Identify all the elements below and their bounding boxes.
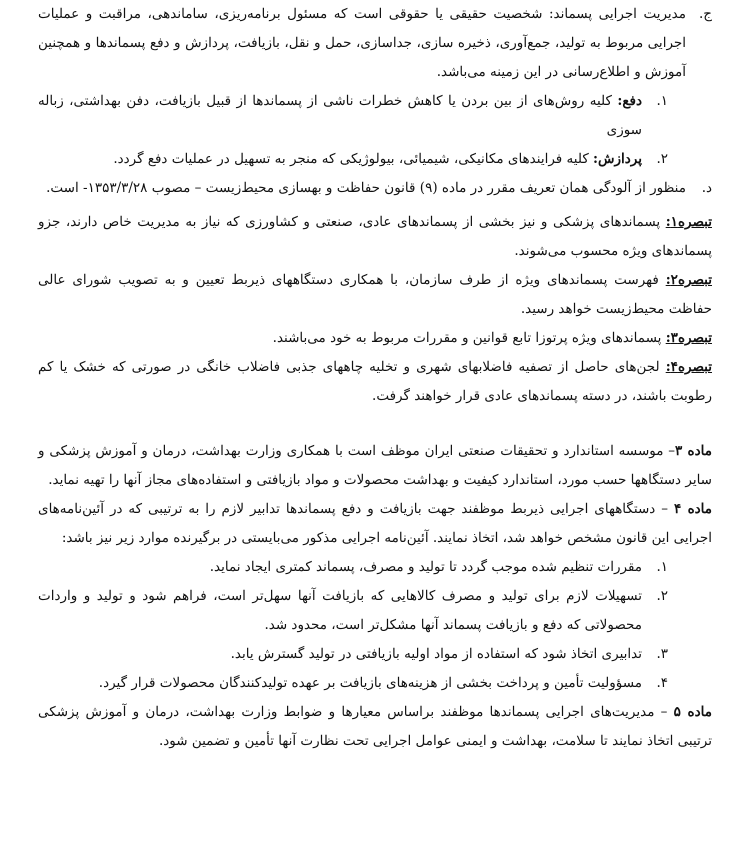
note-text: فهرست پسماندهای ویژه از طرف سازمان، با همکاری دستگاههای ذیربط تعیین و به تصویب شورای عالی حفاظت محیط‌زیست خواهد رسید. xyxy=(38,272,712,317)
note-3 xyxy=(38,324,712,353)
article-4-item-1 xyxy=(38,553,712,582)
clause-term: دفع: xyxy=(617,93,642,109)
article-4-item-3 xyxy=(38,640,712,669)
list-marker: ۳. xyxy=(656,646,668,662)
note-label: تبصره۳: xyxy=(665,330,712,346)
clause-j-1 xyxy=(38,87,712,145)
article-4-item-4 xyxy=(38,669,712,698)
note-label: تبصره۲: xyxy=(665,272,712,288)
clause-term: مدیریت اجرایی پسماند: xyxy=(548,6,686,22)
article-4 xyxy=(38,495,712,553)
note-label: تبصره۱: xyxy=(665,214,712,230)
article-text: – مدیریت‌های اجرایی پسماندها موظفند براساس معیارها و ضوابط وزارت بهداشت، درمان و آموزش پزشکی ترتیبی اتخاذ نمایند تا سلامت، بهداشت و ایمنی عوامل اجرایی تحت نظارت آنها تأمین و تضمین شود. xyxy=(38,704,712,749)
note-text: لجن‌های حاصل از تصفیه فاضلابهای شهری و تخلیه چاههای جذبی فاضلاب خانگی در صورتی که خشک یا کم رطوبت باشند، در دسته پسماندهای عادی قرار خواهند گرفت. xyxy=(38,359,712,404)
clause-marker: د. xyxy=(701,180,712,196)
note-2 xyxy=(38,266,712,324)
list-marker: ۴. xyxy=(656,675,668,691)
note-label: تبصره۴: xyxy=(665,359,712,375)
document-page xyxy=(38,0,712,862)
clause-j xyxy=(38,0,712,87)
clause-text: کلیه فرایندهای مکانیکی، شیمیائی، بیولوژیکی که منجر به تسهیل در عملیات دفع گردد. xyxy=(113,151,594,167)
list-text: مقررات تنظیم شده موجب گردد تا تولید و مصرف، پسماند کمتری ایجاد نماید. xyxy=(209,559,642,575)
clause-term: پردازش: xyxy=(593,151,642,167)
article-label: ماده ۳ xyxy=(675,443,712,459)
clause-d xyxy=(38,174,712,203)
note-text: پسماندهای ویژه پرتوزا تابع قوانین و مقررات مربوط به خود می‌باشند. xyxy=(272,330,666,346)
list-text: تدابیری اتخاذ شود که استفاده از مواد اولیه بازیافتی در تولید گسترش یابد. xyxy=(230,646,642,662)
article-label: ماده ۵ xyxy=(673,704,712,720)
list-marker: ۲. xyxy=(656,588,668,604)
list-text: تسهیلات لازم برای تولید و مصرف کالاهایی که بازیافت آنها سهل‌تر است، فراهم شود و تولید و واردات محصولاتی که دفع و بازیافت پسماند آنها مشکل‌تر است، محدود شد. xyxy=(38,588,642,633)
clause-text: کلیه روش‌های از بین بردن یا کاهش خطرات ناشی از پسماندها از قبیل بازیافت، دفن بهداشتی، زباله سوزی xyxy=(38,93,642,138)
note-1 xyxy=(38,208,712,266)
article-5 xyxy=(38,698,712,756)
note-text: پسماندهای پزشکی و نیز بخشی از پسماندهای عادی، صنعتی و کشاورزی که نیاز به مدیریت خاص دارند، جزو پسماندهای ویژه محسوب می‌شوند. xyxy=(38,214,712,259)
list-marker: ۱. xyxy=(656,559,668,575)
clause-marker: ۲. xyxy=(656,151,668,167)
article-3 xyxy=(38,437,712,495)
article-text: – دستگاههای اجرایی ذیربط موظفند جهت بازیافت و دفع پسماندها تدابیر لازم را به ترتیبی که در آئین‌نامه‌های اجرایی این قانون مشخص خواهد شد، اتخاذ نمایند. آئین‌نامه اجرایی مذکور می‌بایستی در برگیرنده موارد زیر نیز باشد: xyxy=(38,501,712,546)
clause-marker: ۱. xyxy=(656,93,668,109)
article-text: – موسسه استاندارد و تحقیقات صنعتی ایران موظف است با همکاری وزارت بهداشت، درمان و آموزش پزشکی و سایر دستگاهها حسب مورد، استاندارد کیفیت و بهداشت محصولات و مواد بازیافتی و استفاده‌های مجاز آنها را تهیه نماید. xyxy=(38,443,712,488)
clause-marker: ج. xyxy=(698,6,712,22)
note-4 xyxy=(38,353,712,411)
list-text: مسؤولیت تأمین و پرداخت بخشی از هزینه‌های بازیافت بر عهده تولیدکنندگان محصولات قرار گیرد. xyxy=(98,675,642,691)
clause-text: منظور از آلودگی همان تعریف مقرر در ماده (۹) قانون حفاظت و بهسازی محیط‌زیست – مصوب ۱۳۵۳/۳/۲۸- است. xyxy=(46,180,686,196)
article-label: ماده ۴ xyxy=(673,501,712,517)
clause-text: شخصیت حقیقی یا حقوقی است که مسئول برنامه‌ریزی، ساماندهی، مراقبت و عملیات اجرایی مربوط به تولید، جمع‌آوری، ذخیره سازی، جداسازی، حمل و نقل، بازیافت، پردازش و دفع پسماندها و همچنین آموزش و اطلاع‌رسانی در این زمینه می‌باشد. xyxy=(38,6,686,80)
article-4-item-2 xyxy=(38,582,712,640)
clause-j-2 xyxy=(38,145,712,174)
